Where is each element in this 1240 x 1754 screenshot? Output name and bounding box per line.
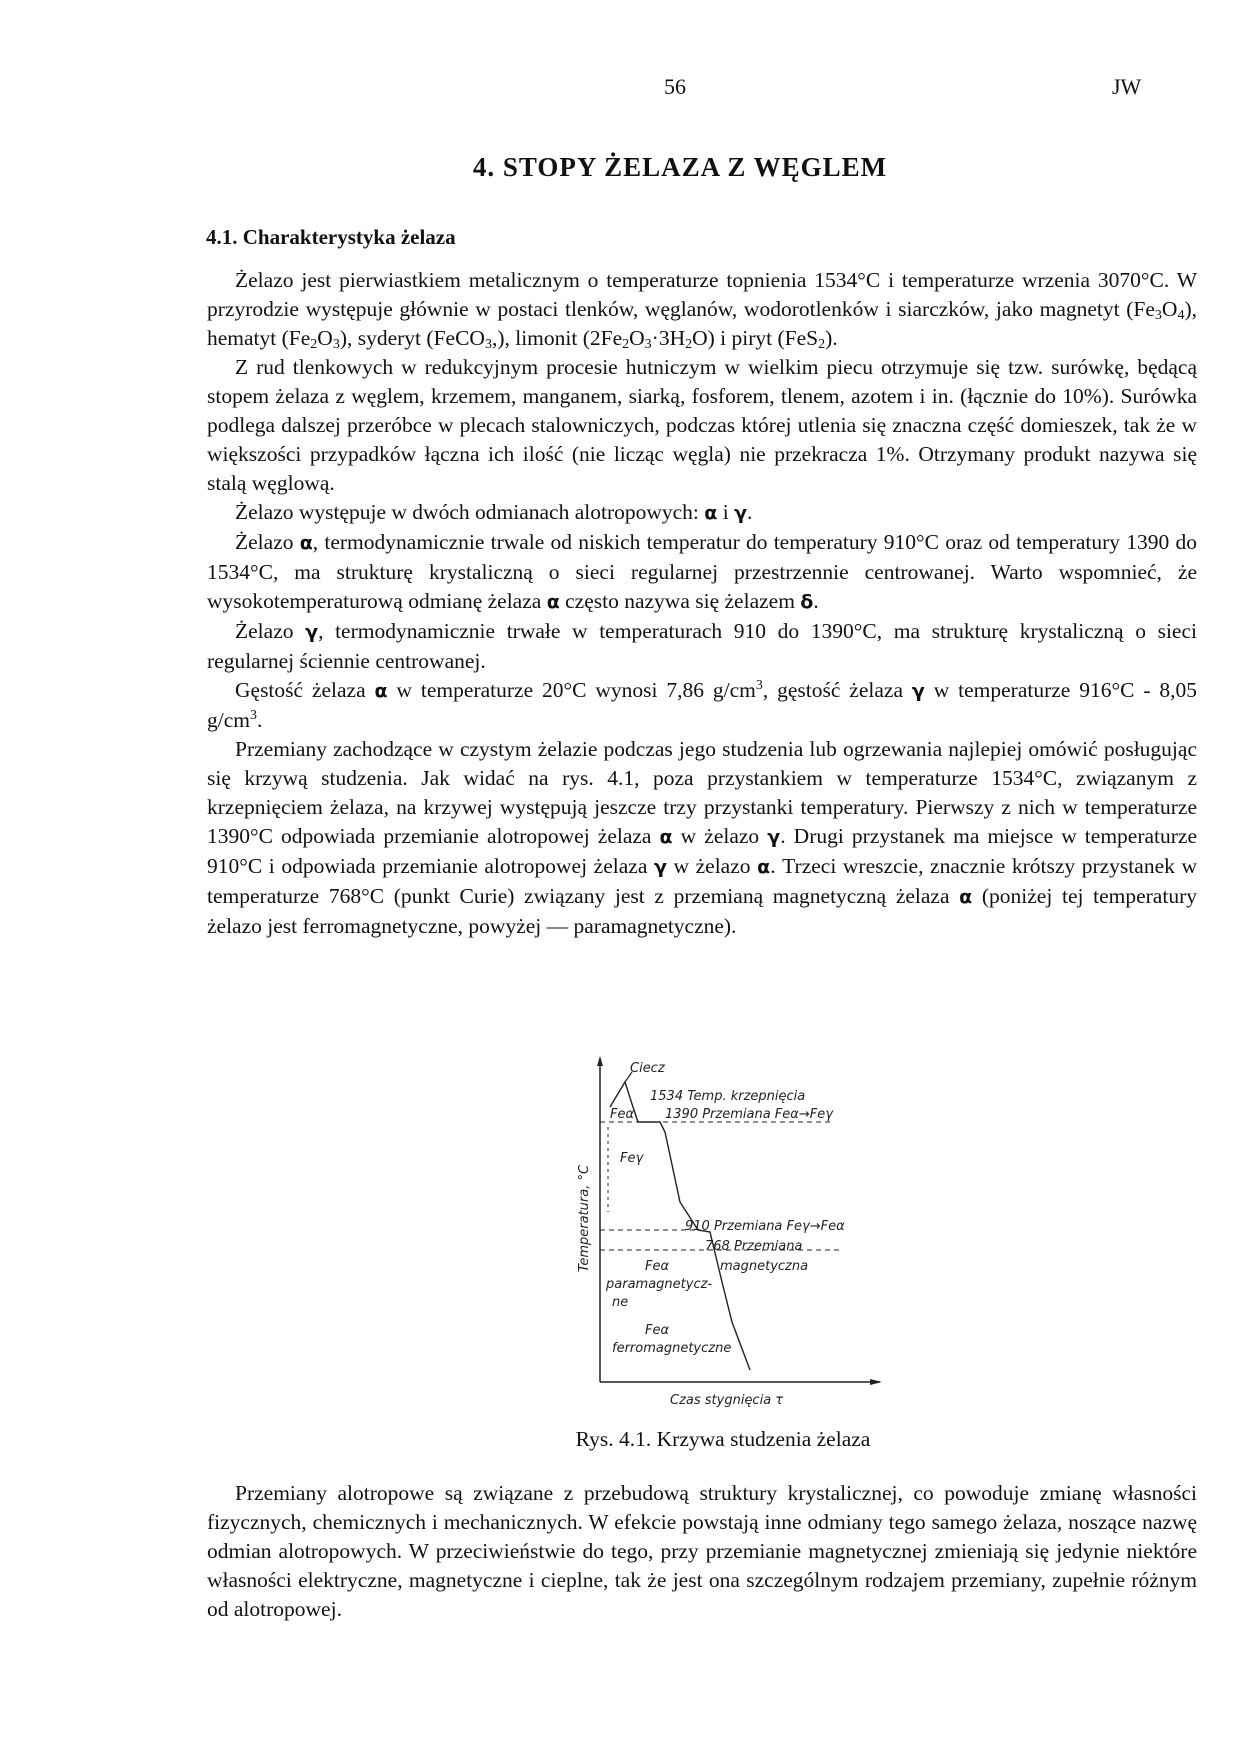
label-910: 910 Przemiana Feγ→Feα (685, 1219, 845, 1234)
figure-caption: Rys. 4.1. Krzywa studzenia żelaza (575, 1427, 871, 1451)
label-fe-gamma: Feγ (620, 1151, 644, 1166)
label-para-2: ne (612, 1295, 629, 1310)
cooling-curve-figure (570, 1052, 900, 1412)
paragraph-1: Żelazo jest pierwiastkiem metalicznym o temperaturze topnienia 1534°C i temperaturze wrzenia 3070°C. W przyrodzie występuje głównie w postaci tlenków, węglanów, wodorotlenków i siarczków, jako magnetyt $(Fe_3O_4)$, hematyt $(Fe_2O_3)$, syderyt (FeCO$_3$,), limonit $(2Fe_2O_3\cdot 3H_2O)$ i piryt (FeS$_2$). (207, 268, 1197, 352)
paragraph-7: Przemiany zachodzące w czystym żelazie podczas jego studzenia lub ogrzewania najlepiej omówić posługując się krzywą studzenia. Jak widać na rys. 4.1, poza przystankiem w temperaturze 1534°C, związanym z krzepnięciem żelaza, na krzywej występują jeszcze trzy przystanki temperatury. Pierwszy z nich w temperaturze 1390°C odpowiada przemianie alotropowej żelaza α w żelazo γ. Drugi przystanek ma miejsce w temperaturze 910°C i odpowiada przemianie alotropowej żelaza γ w żelazo α. Trzeci wreszcie, znacznie krótszy przystanek w temperaturze 768°C (punkt Curie) związany jest z przemianą magnetyczną żelaza α (poniżej tej temperatury żelazo jest ferromagnetyczne, powyżej — paramagnetyczne). (207, 737, 1198, 938)
label-768: 768 Przemiana (705, 1239, 803, 1254)
page-number: 56 (664, 74, 686, 99)
paragraph-5: Żelazo γ, termodynamicznie trwałe w temperaturach 910 do 1390°C, ma strukturę krystaliczną o sieci regularnej ściennie centrowanej. (207, 619, 1197, 673)
paragraph-3: Żelazo występuje w dwóch odmianach alotropowych: α i γ. (235, 500, 753, 524)
label-para-1: paramagnetycz- (606, 1277, 713, 1292)
x-axis-arrow (870, 1379, 882, 1385)
chapter-title: 4. STOPY ŻELAZA Z WĘGLEM (472, 152, 888, 182)
paragraph-4: Żelazo α, termodynamicznie trwale od niskich temperatur do temperatury 910°C oraz od temperatury 1390 do 1534°C, ma strukturę krystaliczną o sieci regularnej przestrzennie centrowanej. Warto wspomnieć, że wysokotemperaturową odmianę żelaza α często nazywa się żelazem δ. (207, 530, 1197, 613)
section-title: 4.1. Charakterystyka żelaza (206, 225, 456, 249)
label-fe-alpha-top: Feα (610, 1107, 635, 1122)
paragraph-8: Przemiany alotropowe są związane z przebudową struktury krystalicznej, co powoduje zmianę własności fizycznych, chemicznych i mechanicznych. W efekcie powstają inne odmiany tego samego żelaza, noszące nazwę odmian alotropowych. W przeciwieństwie do tego, przy przemianie magnetycznej zmieniają się jedynie niektóre własności elektryczne, magnetyczne i cieplne, tak że jest ona szczególnym rodzajem przemiany, zupełnie różnym od alotropowej. (207, 1481, 1197, 1621)
label-ferro: ferromagnetyczne (612, 1341, 732, 1356)
author-initials: JW (1112, 74, 1142, 99)
label-1534: 1534 Temp. krzepnięcia (650, 1089, 806, 1104)
paragraph-6: Gęstość żelaza α w temperaturze 20°C wynosi 7,86 $g/cm^3$, gęstość żelaza γ w temperaturze 916°C - 8,05 $g/cm^3$. (207, 678, 1197, 732)
y-axis-arrow (597, 1056, 603, 1066)
label-magnetyczna: magnetyczna (720, 1259, 809, 1274)
y-axis-label: Temperatura, °C (577, 1164, 592, 1272)
body-text-after-figure (207, 1479, 1197, 1624)
label-fe-alpha-ferro: Feα (645, 1323, 670, 1338)
paragraph-2: Z rud tlenkowych w redukcyjnym procesie hutniczym w wielkim piecu otrzymuje się tzw. surówkę, będącą stopem żelaza z węglem, krzemem, manganem, siarką, fosforem, tlenem, azotem i in. (łącznie do 10%). Surówka podlega dalszej przeróbce w plecach stalowniczych, podczas której utlenia się znaczna część domieszek, tak że w większości przypadków łączna ich ilość (nie licząc węgla) nie przekracza 1%. Otrzymany produkt nazywa się stalą węglową. (207, 355, 1197, 495)
label-fe-alpha-para: Feα (645, 1259, 670, 1274)
x-axis-label: Czas stygnięcia τ (670, 1393, 784, 1408)
label-ciecz: Ciecz (630, 1061, 665, 1076)
label-1390: 1390 Przemiana Feα→Feγ (665, 1107, 833, 1122)
body-text-main (207, 266, 1197, 941)
